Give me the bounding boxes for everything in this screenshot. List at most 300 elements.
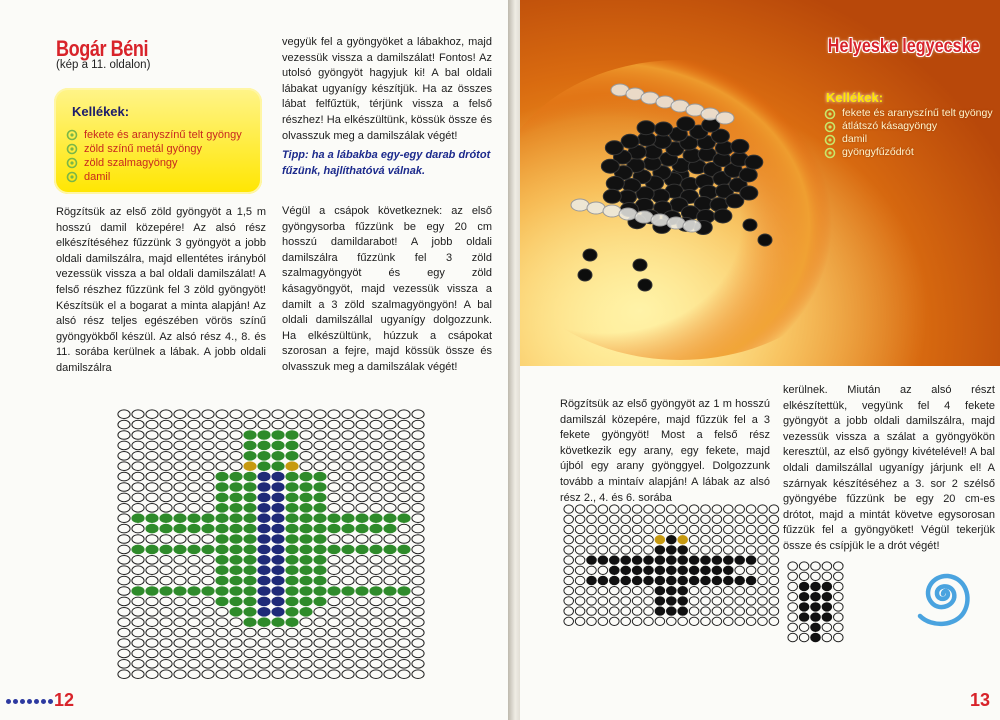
undefined (230, 452, 242, 461)
undefined (412, 504, 424, 513)
undefined (758, 597, 768, 605)
undefined (822, 593, 832, 601)
undefined (655, 617, 665, 625)
undefined (621, 525, 631, 533)
undefined (758, 546, 768, 554)
undefined (328, 483, 340, 492)
undefined (701, 525, 711, 533)
undefined (587, 556, 597, 564)
undefined (216, 649, 228, 658)
undefined (398, 670, 410, 679)
undefined (132, 608, 144, 617)
undefined (202, 410, 214, 419)
undefined (799, 603, 809, 611)
undefined (300, 556, 312, 565)
undefined (564, 566, 574, 574)
undefined (216, 535, 228, 544)
undefined (146, 472, 158, 481)
photo-bead (745, 155, 763, 169)
undefined (146, 608, 158, 617)
undefined (118, 431, 130, 440)
undefined (328, 670, 340, 679)
undefined (258, 514, 270, 523)
undefined (724, 525, 734, 533)
undefined (587, 536, 597, 544)
undefined (286, 452, 298, 461)
undefined (724, 607, 734, 615)
undefined (384, 618, 396, 627)
undefined (356, 649, 368, 658)
undefined (822, 613, 832, 621)
undefined (356, 493, 368, 502)
undefined (667, 505, 677, 513)
undefined (188, 628, 200, 637)
page-number-right: 13 (970, 690, 991, 710)
instructions-col2a: vegyük fel a gyöngyöket a lábakhoz, majd vezessük vissza a damilszálat! Fontos! Az utolsó gyöngyöt hagyjuk ki! A bal oldali lábakat ugyanígy készítjük. Ha az összes lábat felfűztük, térjünk vissza a felső részhez! Ha elkészültünk, kössük össze és olvasszuk meg a damilszálak végét! (282, 36, 492, 142)
undefined (328, 628, 340, 637)
undefined (398, 535, 410, 544)
undefined (644, 587, 654, 595)
materials-box-right (826, 90, 993, 158)
undefined (575, 546, 585, 554)
undefined (724, 556, 734, 564)
photo-bead (578, 269, 592, 281)
undefined (314, 483, 326, 492)
undefined (230, 462, 242, 471)
undefined (799, 633, 809, 641)
undefined (230, 441, 242, 450)
undefined (244, 597, 256, 606)
undefined (667, 576, 677, 584)
undefined (678, 505, 688, 513)
undefined (146, 628, 158, 637)
undefined (132, 410, 144, 419)
undefined (188, 608, 200, 617)
undefined (712, 607, 722, 615)
undefined (188, 493, 200, 502)
undefined (587, 525, 597, 533)
undefined (342, 462, 354, 471)
undefined (230, 608, 242, 617)
undefined (822, 633, 832, 641)
bead-bullet-icon (824, 108, 836, 120)
undefined (216, 420, 228, 429)
undefined (598, 546, 608, 554)
undefined (735, 566, 745, 574)
undefined (799, 613, 809, 621)
undefined (216, 566, 228, 575)
undefined (370, 545, 382, 554)
undefined (412, 431, 424, 440)
product-photo (520, 0, 1000, 366)
photo-bead (683, 220, 701, 232)
right-page (520, 0, 1000, 720)
undefined (610, 525, 620, 533)
undefined (146, 441, 158, 450)
undefined (712, 515, 722, 523)
bead-bullet-icon (824, 121, 836, 133)
undefined (286, 628, 298, 637)
undefined (689, 587, 699, 595)
undefined (811, 593, 821, 601)
undefined (188, 524, 200, 533)
undefined (667, 546, 677, 554)
undefined (356, 670, 368, 679)
undefined (272, 545, 284, 554)
undefined (398, 545, 410, 554)
undefined (286, 639, 298, 648)
undefined (160, 420, 172, 429)
undefined (412, 420, 424, 429)
undefined (834, 593, 844, 601)
undefined (146, 587, 158, 596)
undefined (146, 535, 158, 544)
undefined (746, 525, 756, 533)
bead-pattern-fly (562, 503, 781, 627)
undefined (667, 597, 677, 605)
undefined (258, 587, 270, 596)
undefined (412, 628, 424, 637)
undefined (328, 420, 340, 429)
undefined (598, 597, 608, 605)
undefined (398, 493, 410, 502)
undefined (746, 536, 756, 544)
undefined (258, 483, 270, 492)
undefined (412, 441, 424, 450)
undefined (300, 597, 312, 606)
undefined (621, 576, 631, 584)
undefined (160, 514, 172, 523)
undefined (701, 546, 711, 554)
undefined (370, 504, 382, 513)
undefined (188, 649, 200, 658)
undefined (598, 515, 608, 523)
undefined (328, 431, 340, 440)
undefined (258, 618, 270, 627)
photo-bead (587, 202, 605, 214)
undefined (230, 639, 242, 648)
undefined (655, 515, 665, 523)
undefined (398, 462, 410, 471)
undefined (286, 462, 298, 471)
undefined (216, 410, 228, 419)
undefined (834, 562, 844, 570)
undefined (272, 493, 284, 502)
undefined (724, 617, 734, 625)
undefined (746, 576, 756, 584)
undefined (314, 493, 326, 502)
undefined (610, 597, 620, 605)
undefined (118, 524, 130, 533)
photo-bead (633, 259, 647, 271)
undefined (598, 607, 608, 615)
undefined (724, 576, 734, 584)
undefined (328, 410, 340, 419)
undefined (689, 617, 699, 625)
undefined (174, 576, 186, 585)
materials-item: átlátszó kásagyöngy (842, 120, 993, 133)
undefined (202, 639, 214, 648)
undefined (132, 566, 144, 575)
undefined (735, 546, 745, 554)
undefined (746, 546, 756, 554)
undefined (258, 566, 270, 575)
undefined (356, 524, 368, 533)
undefined (314, 472, 326, 481)
undefined (174, 587, 186, 596)
undefined (272, 576, 284, 585)
undefined (342, 410, 354, 419)
undefined (160, 504, 172, 513)
undefined (724, 546, 734, 554)
photo-bead (601, 159, 619, 173)
undefined (644, 617, 654, 625)
undefined (667, 607, 677, 615)
undefined (188, 431, 200, 440)
undefined (118, 597, 130, 606)
undefined (230, 566, 242, 575)
undefined (216, 514, 228, 523)
undefined (398, 587, 410, 596)
undefined (788, 562, 798, 570)
undefined (356, 452, 368, 461)
materials-title: Kellékek: (826, 90, 884, 105)
undefined (342, 420, 354, 429)
undefined (258, 639, 270, 648)
undefined (174, 597, 186, 606)
undefined (244, 618, 256, 627)
undefined (132, 628, 144, 637)
undefined (342, 576, 354, 585)
undefined (160, 431, 172, 440)
undefined (328, 462, 340, 471)
undefined (258, 441, 270, 450)
undefined (272, 556, 284, 565)
undefined (286, 576, 298, 585)
undefined (356, 618, 368, 627)
undefined (712, 525, 722, 533)
undefined (701, 556, 711, 564)
undefined (667, 525, 677, 533)
undefined (398, 608, 410, 617)
undefined (272, 431, 284, 440)
undefined (314, 452, 326, 461)
undefined (398, 556, 410, 565)
undefined (328, 556, 340, 565)
undefined (146, 504, 158, 513)
undefined (370, 431, 382, 440)
undefined (132, 452, 144, 461)
undefined (598, 556, 608, 564)
undefined (118, 639, 130, 648)
undefined (356, 587, 368, 596)
undefined (300, 576, 312, 585)
undefined (610, 536, 620, 544)
undefined (398, 618, 410, 627)
undefined (701, 617, 711, 625)
undefined (272, 410, 284, 419)
undefined (788, 633, 798, 641)
undefined (384, 660, 396, 669)
undefined (356, 556, 368, 565)
undefined (575, 515, 585, 523)
undefined (216, 483, 228, 492)
undefined (244, 452, 256, 461)
undefined (644, 505, 654, 513)
undefined (118, 493, 130, 502)
undefined (356, 660, 368, 669)
undefined (342, 431, 354, 440)
undefined (160, 556, 172, 565)
undefined (735, 505, 745, 513)
undefined (118, 462, 130, 471)
undefined (735, 607, 745, 615)
undefined (272, 441, 284, 450)
undefined (564, 505, 574, 513)
photo-bead (655, 122, 673, 136)
undefined (132, 639, 144, 648)
materials-title: Kellékek: (72, 104, 130, 119)
undefined (300, 670, 312, 679)
undefined (258, 628, 270, 637)
undefined (655, 566, 665, 574)
undefined (216, 608, 228, 617)
undefined (769, 607, 779, 615)
undefined (370, 660, 382, 669)
undefined (230, 472, 242, 481)
undefined (834, 613, 844, 621)
undefined (644, 546, 654, 554)
undefined (384, 420, 396, 429)
undefined (356, 441, 368, 450)
undefined (160, 566, 172, 575)
undefined (610, 556, 620, 564)
undefined (174, 649, 186, 658)
undefined (678, 607, 688, 615)
undefined (272, 514, 284, 523)
undefined (564, 597, 574, 605)
photo-bead (677, 117, 695, 131)
undefined (244, 441, 256, 450)
undefined (370, 441, 382, 450)
undefined (160, 639, 172, 648)
undefined (689, 546, 699, 554)
undefined (384, 431, 396, 440)
bead-bullet-icon (824, 134, 836, 146)
undefined (370, 576, 382, 585)
undefined (258, 524, 270, 533)
photo-bead (621, 134, 639, 148)
undefined (788, 593, 798, 601)
undefined (216, 472, 228, 481)
undefined (300, 660, 312, 669)
undefined (300, 524, 312, 533)
undefined (384, 649, 396, 658)
undefined (188, 452, 200, 461)
undefined (644, 576, 654, 584)
undefined (314, 410, 326, 419)
undefined (587, 566, 597, 574)
undefined (598, 525, 608, 533)
undefined (610, 576, 620, 584)
undefined (834, 603, 844, 611)
undefined (160, 587, 172, 596)
undefined (689, 597, 699, 605)
undefined (188, 420, 200, 429)
undefined (811, 572, 821, 580)
undefined (244, 545, 256, 554)
undefined (564, 525, 574, 533)
undefined (575, 607, 585, 615)
bead-bullet-icon (66, 157, 78, 169)
undefined (230, 514, 242, 523)
undefined (216, 587, 228, 596)
undefined (230, 556, 242, 565)
undefined (216, 639, 228, 648)
materials-item: damil (842, 133, 993, 146)
materials-item: fekete és aranyszínű telt gyöngy (842, 107, 993, 120)
undefined (118, 420, 130, 429)
undefined (202, 660, 214, 669)
undefined (216, 576, 228, 585)
undefined (678, 587, 688, 595)
undefined (667, 617, 677, 625)
photo-bead (651, 214, 669, 226)
undefined (174, 660, 186, 669)
undefined (587, 505, 597, 513)
undefined (132, 649, 144, 658)
undefined (174, 639, 186, 648)
undefined (314, 587, 326, 596)
undefined (118, 556, 130, 565)
undefined (644, 536, 654, 544)
undefined (384, 452, 396, 461)
undefined (384, 410, 396, 419)
tip-text: Tipp: ha a lábakba egy-egy darab drótot fűzünk, hajlíthatóvá válnak. (282, 149, 491, 177)
instructions-col2: kerülnek. Miután az alsó részt elkészítettük, vegyünk fel 4 fekete gyöngyöt a jobb oldali damilszálra, majd vezessük vissza a szálat a gyöngyökön keresztül, az első gyöngy kivételével! A bal oldali damilszállal ugyanígy járjunk el! A szárnyak készítéséhez a 3. sor 2 szélső gyöngyébe fűzzünk be egy 20 cm-es drótot, majd a mintát követve egysorosan fűzzük fel a gyöngyöket! Végül tekerjük össze és csípjük le a drót végét! (783, 384, 995, 552)
undefined (575, 617, 585, 625)
undefined (244, 410, 256, 419)
undefined (258, 670, 270, 679)
undefined (160, 441, 172, 450)
undefined (132, 483, 144, 492)
undefined (272, 660, 284, 669)
undefined (272, 420, 284, 429)
undefined (412, 660, 424, 669)
undefined (575, 597, 585, 605)
undefined (328, 608, 340, 617)
undefined (202, 597, 214, 606)
undefined (286, 420, 298, 429)
undefined (174, 566, 186, 575)
undefined (286, 618, 298, 627)
undefined (342, 608, 354, 617)
undefined (398, 483, 410, 492)
undefined (314, 597, 326, 606)
undefined (356, 608, 368, 617)
bead-bullet-icon (824, 147, 836, 159)
undefined (632, 597, 642, 605)
undefined (655, 505, 665, 513)
undefined (667, 536, 677, 544)
undefined (300, 483, 312, 492)
undefined (712, 587, 722, 595)
undefined (314, 639, 326, 648)
undefined (689, 505, 699, 513)
photo-bead (667, 217, 685, 229)
undefined (132, 420, 144, 429)
undefined (575, 556, 585, 564)
